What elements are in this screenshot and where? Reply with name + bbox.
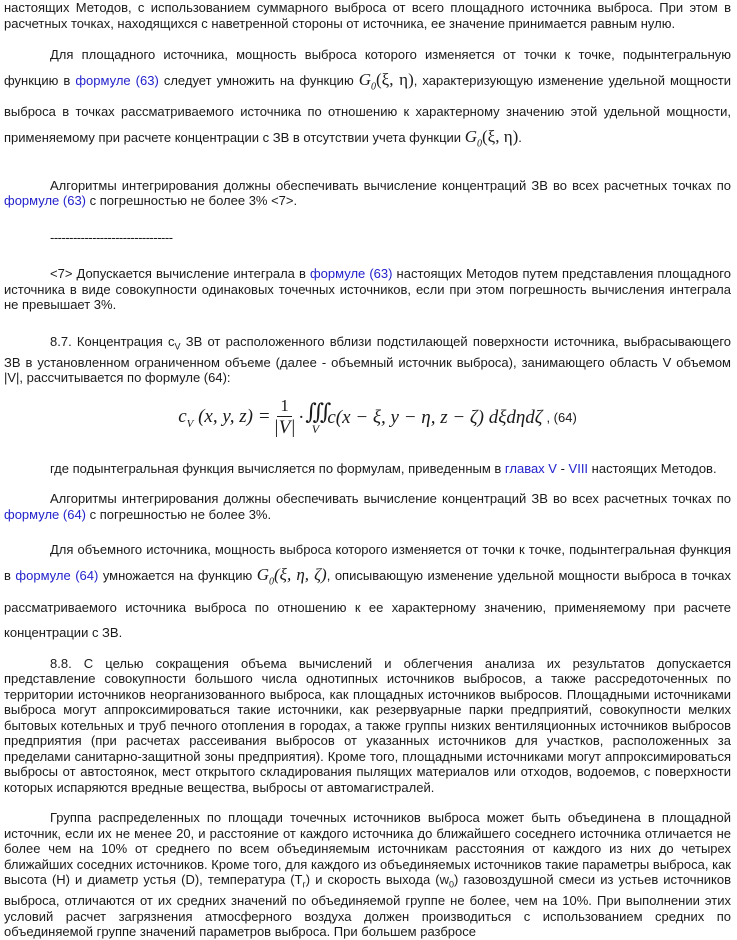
math-g0-xi-eta: $G_0(\xi$, η)	[464, 127, 519, 150]
paragraph-8-7: 8.7. Концентрация $c_V$ ЗВ от расположенного вблизи подстилающей поверхности источника, выбрасывающего ЗВ в установленном ограниченном объеме (далее - объемный источник выброса), занимающего область V объемом |V|, рассчитывается по формуле (64):	[4, 333, 732, 386]
paragraph-volume-source-function: Для объемного источника, мощность выброса которого изменяется от точки к точке, подынтегральная функция в формуле (64) умножается на функцию $G_0(\xi$, η, ζ), описывающую изменение удельной мощности выброса в точках рассматриваемого источника выброса по отношению к ее характерному значению, применяемому при расчете концентрации с ЗВ.	[4, 542, 732, 640]
footnote-7: <7> Допускается вычисление интеграла в формуле (63) настоящих Методов путем представления площадного источника в виде совокупности одинаковых точечных источников, если при этом погрешность вычисления интеграла не превышает 3%.	[4, 266, 731, 313]
formula-integrand: c(x − ξ, y − η, z − ζ) dξdηdζ	[327, 406, 543, 428]
link-formula-64[interactable]: формуле (64)	[4, 506, 86, 522]
formula-fraction: $\frac{1}{|V|}$	[273, 396, 296, 439]
paragraph-continuation: настоящих Методов, с использованием суммарного выброса от всего площадного источника выброса. При этом в расчетных точках, находящихся с наветренной стороны от источника, ее значение принимается равным нулю.	[4, 0, 731, 31]
link-chapter-viii[interactable]: VIII	[568, 460, 589, 476]
link-formula-63[interactable]: формуле (63)	[309, 266, 393, 282]
formula-64: $c_V$ (x, y, z) = $\frac{1}{|V|}$ · ∭ V c(x − ξ, y − η, z − ζ) dξdηdζ , (64)	[178, 396, 577, 439]
triple-integral-icon: ∭ V	[305, 398, 326, 436]
formula-lhs: $c_V$ (x, y, z) =	[178, 405, 271, 430]
paragraph-area-source-function: Для площадного источника, мощность выброса которого изменяется от точки к точке, подынтегральную функцию в формуле (63) следует умножить на функцию $G_0(\xi$, η), характеризующую изменение удельной мощности выброса в точках рассматриваемого источника по отношению к характерному значению этой удельной мощности, применяемому при расчете концентрации с ЗВ в отсутствии учета функции $G_0(\xi$, η).	[4, 47, 731, 150]
link-formula-63[interactable]: формуле (63)	[4, 193, 86, 209]
math-g0-xi-eta: $G_0(\xi$, η)	[358, 70, 414, 93]
link-formula-64[interactable]: формуле (64)	[15, 568, 99, 584]
link-chapter-v[interactable]: главах V	[504, 460, 557, 476]
paragraph-integrand-chapters: где подынтегральная функция вычисляется по формулам, приведенным в главах V - VIII настоящих Методов.	[50, 460, 717, 476]
paragraph-integration-63: Алгоритмы интегрирования должны обеспечивать вычисление концентраций ЗВ во всех расчетных точках по формуле (63) с погрешностью не более 3% <7>.	[4, 177, 731, 209]
equation-number: , (64)	[546, 410, 577, 426]
paragraph-integration-64: Алгоритмы интегрирования должны обеспечивать вычисление концентраций ЗВ во всех расчетных точках по формуле (64) с погрешностью не более 3%.	[4, 491, 731, 522]
paragraph-grouping-sources: Группа распределенных по площади точечных источников выброса может быть объединена в площадной источник, если их не менее 20, и расстояние от каждого источника до ближайшего соседнего источника отличается не более чем на 10% от среднего по всем объединяемым источникам расстояния от каждого из них до четырех ближайших соседних источников. Кроме того, для каждого из объединяемых источников такие параметры выброса, как высота (H) и диаметр устья (D), температура $(T_г)$ и скорость выхода $(w_0)$ газовоздушной смеси из устьев источников выброса, отличаются от их средних значений по объединяемой группе не более, чем на 10%. При выполнении этих условий расчет загрязнения атмосферного воздуха должен производиться с использованием средних по объединяемой группе значений параметров выброса. При большем разбросе	[4, 810, 731, 940]
link-formula-63[interactable]: формуле (63)	[75, 73, 159, 88]
footnote-separator: --------------------------------	[50, 229, 173, 245]
paragraph-8-8: 8.8. С целью сокращения объема вычислений и облегчения анализа их результатов допускается представление совокупности большого числа однотипных источников выбросов, а также рассредоточенных по территории источников неорганизованного выброса, как площадных источников выбросов. Площадными источниками выброса могут аппроксимироваться такие источники, как резервуарные парки предприятий, совокупности мелких бытовых котельных и труб печного отопления в городах, а также группы низких вентиляционных источников выбросов предприятия (при расчетах рассеивания выбросов от указанных источников для участков, расположенных за пределами санитарно-защитной зоны предприятия). Кроме того, площадными источниками могут аппроксимироваться выбросы от автостоянок, мест открытого складирования пылящих материалов или отходов, водоемов, с поверхности которых испаряются вредные вещества, выбросы от автомагистралей.	[4, 655, 731, 795]
math-g0-xi-eta-zeta: $G_0(\xi$, η, ζ)	[256, 565, 327, 588]
